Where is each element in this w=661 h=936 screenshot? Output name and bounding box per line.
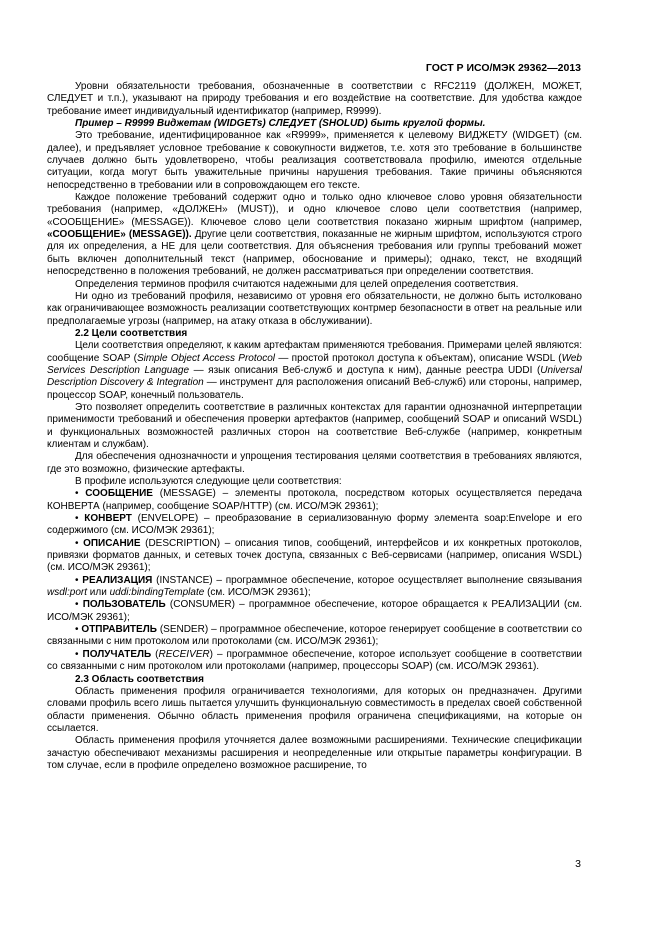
paragraph-requirement-levels: Уровни обязательности требования, обозначенные в соответствии с RFC2119 (ДОЛЖЕН, МОЖЕТ, СЛЕДУЕТ и т.п.), указывают на природу требования и его воздействие на соответствие. Для удобства каждое требование имеет индивидуальный идентификатор (например, R9999). — [47, 81, 582, 117]
list-item-consumer: • ПОЛЬЗОВАТЕЛЬ (CONSUMER) – программное обеспечение, которое обращается к РЕАЛИЗАЦИИ (см. ИСО/МЭК 29361); — [47, 599, 583, 623]
section-heading-2-3: 2.3 Область соответствия — [75, 673, 204, 685]
page-number: 3 — [575, 858, 581, 870]
paragraph-security: Ни одно из требований профиля, независимо от уровня его обязательности, не должно быть истолковано как ограничивающее возможность реализации соответствующих контрмер безопасности в ответ на реальные или предполагаемые угрозы (например, на атаку отказа в обслуживании). — [47, 290, 582, 327]
list-item-instance: • РЕАЛИЗАЦИЯ (INSTANCE) – программное обеспечение, которое осуществляет выполнение связывания wsdl:port или uddi:bindingTemplate (см. ИСО/МЭК 29361); — [47, 574, 582, 599]
list-item-description: • ОПИСАНИЕ (DESCRIPTION) – описания типов, сообщений, интерфейсов и их конкретных протоколов, привязки форматов данных, и сетевых точек доступа, связанных с Веб-сервисами (например, описания WSDL) (см. ИСО/МЭК 29361); — [47, 537, 583, 574]
document-body — [47, 81, 582, 772]
paragraph-requirement-keywords: Каждое положение требований содержит одно и только одно ключевое слово уровня обязательности требования (например, «ДОЛЖЕН» (MUST)), и одно ключевое слово цели соответствия (например, «СООБЩЕНИЕ» (MESSAGE)). Ключевое слово цели соответствия показано жирным шрифтом (например, «СООБЩЕНИЕ» (MESSAGE)). Другие цели соответствия, показанные не жирным шрифтом, используются строго для их определения, а НЕ для цели соответствия. Для объяснения требования или группы требований может быть включен дополнительный текст (например, обоснование и примеры); однако, текст, не входящий непосредственно в положения требований, не должен рассматриваться при определении соответствия. — [47, 192, 582, 278]
paragraph-definitions: Определения терминов профиля считаются надежными для целей определения соответствия. — [75, 278, 519, 290]
list-item-envelope: • КОНВЕРТ (ENVELOPE) – преобразование в сериализованную форму элемента soap:Envelope и его содержимого (см. ИСО/МЭК 29361); — [47, 513, 583, 537]
list-item-receiver: • ПОЛУЧАТЕЛЬ (RECEIVER) – программное обеспечение, которое использует сообщение в соответствии со связанными с ним протоколом или протоколами (например, процессоры SOAP) (см. ИСО/МЭК 29361). — [47, 648, 583, 673]
paragraph-targets: Цели соответствия определяют, к каким артефактам применяются требования. Примерами целей являются: сообщение SOAP (Simple Object Access Protocol — простой протокол доступа к объектам), описание WSDL (Web Services Description Language — язык описания Веб-служб и доступа к ним), данные реестра UDDI (Universal Description Discovery & Integration — инструмент для расположения описаний Веб-служб) или стороны, например, процессор SOAP, конечный пользователь. — [47, 340, 583, 401]
paragraph-scope: Область применения профиля ограничивается технологиями, для которых он предназначен. Другими словами профиль всего лишь пытается улучшить функциональную совместимость в пределах своей собственной области применения. Обычно область применения профиля ограничена спецификациями, на которые он ссылается. — [47, 685, 582, 734]
page-header: ГОСТ Р ИСО/МЭК 29362—2013 — [425, 62, 581, 74]
list-item-sender: • ОТПРАВИТЕЛЬ (SENDER) – программное обеспечение, которое генерирует сообщение в соответствии со связанными с ним протоколом или протоколами (см. ИСО/МЭК 29361); — [47, 624, 583, 648]
paragraph-contexts: Это позволяет определить соответствие в различных контекстах для гарантии однозначной интерпретации применимости требований и обеспечения проверки артефактов (например, сообщений SOAP и описаний WSDL) и функциональных возможностей различных сторон на соответствие Веб-службе (например, конкретным клиентам и службам). — [47, 401, 582, 450]
paragraph-targets-intro: В профиле используются следующие цели соответствия: — [75, 476, 342, 487]
list-item-message: • СООБЩЕНИЕ (MESSAGE) – элементы протокола, посредством которых осуществляется передача КОНВЕРТА (например, сообщение SOAP/HTTP) (см. ИСО/МЭК 29361); — [47, 488, 582, 512]
example-requirement: Пример – R9999 Виджетам (WIDGETs) СЛЕДУЕТ (SHOLUD) быть круглой формы. — [75, 118, 486, 130]
paragraph-requirement-explanation: Это требование, идентифицированное как «R9999», применяется к целевому ВИДЖЕТУ (WIDGET) (см. далее), и предъявляет условное требование к совокупности виджетов, т.е. хотя это требование в большинстве случаев должно быть удовлетворено, чтобы реализация соответствовала профилю, имеются отдельные ситуации, когда могут быть уважительные причины нарушения требования. Такие причины объясняются непосредственно в требовании или в сопровождающем его тексте. — [47, 130, 582, 191]
section-heading-2-2: 2.2 Цели соответствия — [75, 327, 188, 339]
paragraph-physical-artifacts: Для обеспечения однозначности и упрощения тестирования целями соответствия в требованиях являются, где это возможно, физические артефакты. — [47, 451, 582, 475]
paragraph-scope-extensions: Область применения профиля уточняется далее возможными расширениями. Технические спецификации зачастую обеспечивают механизмы расширения и неопределенные или открытые параметры конфигурации. В том случае, если в профиле определено возможное расширение, то — [47, 735, 582, 771]
